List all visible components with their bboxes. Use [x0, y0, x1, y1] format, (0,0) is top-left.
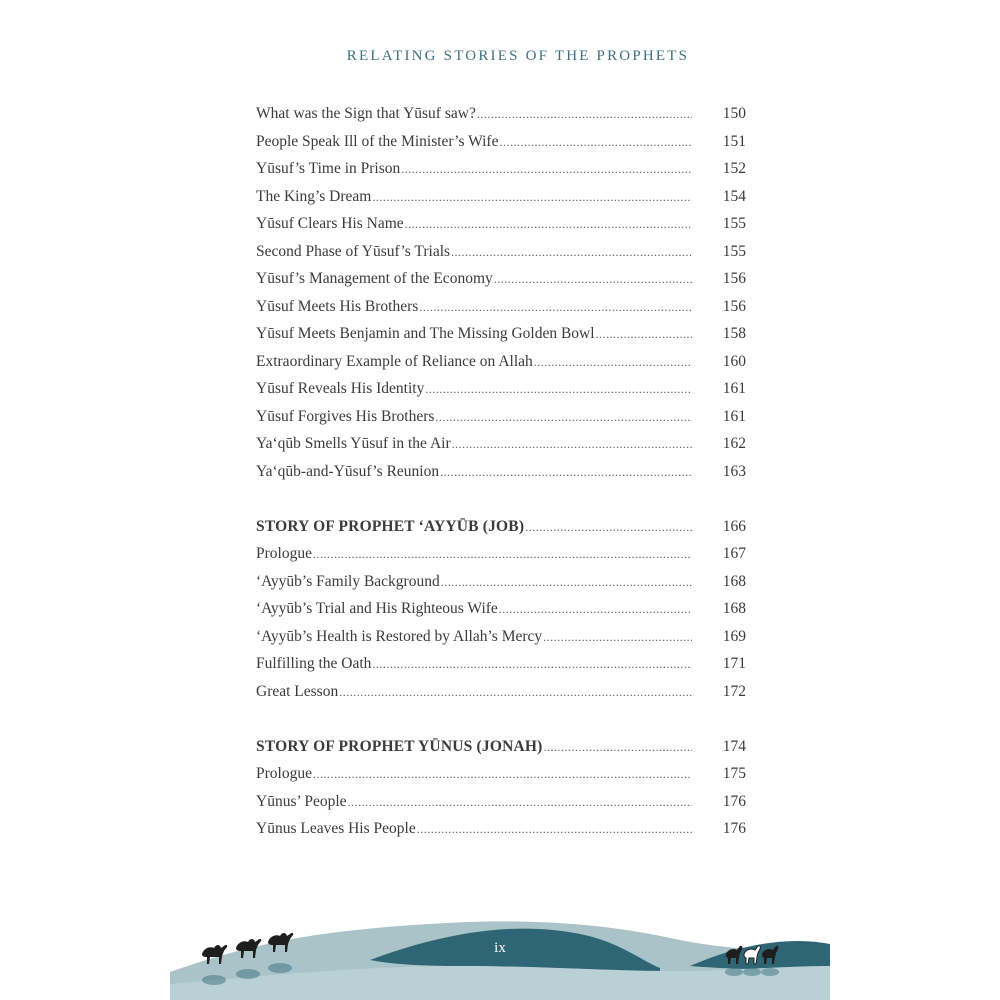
dot-leader	[477, 107, 692, 122]
toc-entry-title: Yūsuf’s Management of the Economy	[256, 270, 493, 287]
toc-entry-title: Yūsuf’s Time in Prison	[256, 160, 401, 177]
toc-entry-title: STORY OF PROPHET ‘AYYŪB (JOB)	[256, 517, 525, 535]
toc-entry-page: 156	[722, 270, 746, 287]
toc-entry-page: 169	[722, 627, 746, 645]
dot-leader	[313, 547, 692, 562]
dot-leader	[499, 135, 692, 150]
toc-entry-page: 166	[722, 517, 746, 535]
dot-leader	[543, 740, 692, 755]
toc-entry	[256, 628, 746, 656]
toc-entry-title: Yūsuf Meets Benjamin and The Missing Golden Bowl	[256, 325, 595, 342]
toc-entry-title: Yūsuf Reveals His Identity	[256, 380, 425, 397]
toc-entry	[256, 105, 746, 133]
toc-entry	[256, 380, 746, 408]
toc-entry-title: Yūnus’ People	[256, 792, 347, 810]
toc-group-ayyub	[256, 518, 746, 711]
toc-heading	[256, 738, 746, 766]
toc-entry-page: 174	[722, 737, 746, 755]
dot-leader	[494, 272, 692, 287]
toc-entry-title: Ya‘qūb Smells Yūsuf in the Air	[256, 435, 451, 452]
dot-leader	[543, 630, 692, 645]
toc-entry	[256, 435, 746, 463]
toc-entry-title: Yūsuf Forgives His Brothers	[256, 407, 435, 425]
toc-group-yunus	[256, 738, 746, 848]
toc-entry-page: 154	[722, 187, 746, 205]
toc-entry	[256, 353, 746, 381]
dot-leader	[534, 355, 692, 370]
toc-entry	[256, 215, 746, 243]
toc-entry-title: People Speak Ill of the Minister’s Wife	[256, 132, 499, 150]
toc-entry-page: 160	[722, 352, 746, 370]
toc-entry-title: Prologue	[256, 545, 312, 562]
toc-entry	[256, 133, 746, 161]
toc-entry-page: 156	[722, 297, 746, 315]
toc-entry	[256, 408, 746, 436]
toc-entry-page: 155	[722, 215, 746, 232]
dot-leader	[596, 327, 692, 342]
toc-entry-page: 163	[722, 462, 746, 480]
dot-leader	[339, 685, 692, 700]
toc-entry	[256, 573, 746, 601]
toc-entry	[256, 325, 746, 353]
toc-entry-page: 167	[722, 545, 746, 562]
toc-entry	[256, 655, 746, 683]
toc-entry-title: The King’s Dream	[256, 187, 372, 205]
toc-entry-page: 151	[722, 132, 746, 150]
toc-entry	[256, 683, 746, 711]
toc-entry	[256, 545, 746, 573]
dot-leader	[313, 767, 692, 782]
toc-entry-page: 176	[722, 820, 746, 837]
toc-entry-page: 171	[722, 655, 746, 672]
toc-entry-title: Yūsuf Clears His Name	[256, 215, 404, 232]
dot-leader	[441, 575, 692, 590]
dot-leader	[499, 602, 692, 617]
dot-leader	[405, 217, 692, 232]
dot-leader	[348, 795, 692, 810]
dot-leader	[452, 437, 692, 452]
toc-entry-page: 161	[722, 407, 746, 425]
toc-entry-page: 168	[722, 600, 746, 617]
toc-entry	[256, 243, 746, 271]
toc-entry-page: 158	[722, 325, 746, 342]
toc-entry-page: 161	[722, 380, 746, 397]
toc-heading	[256, 518, 746, 546]
dot-leader	[372, 657, 692, 672]
toc-entry-page: 152	[722, 160, 746, 177]
dot-leader	[440, 465, 692, 480]
dot-leader	[401, 162, 692, 177]
dot-leader	[451, 245, 692, 260]
dot-leader	[417, 822, 692, 837]
dot-leader	[372, 190, 692, 205]
toc-entry-title: What was the Sign that Yūsuf saw?	[256, 105, 476, 122]
toc-entry	[256, 600, 746, 628]
toc-entry-title: Ya‘qūb-and-Yūsuf’s Reunion	[256, 462, 440, 480]
toc-entry	[256, 298, 746, 326]
camel-reflection-right	[725, 968, 779, 976]
toc-entry-title: Prologue	[256, 765, 312, 782]
toc-entry-title: Great Lesson	[256, 682, 339, 700]
dot-leader	[435, 410, 692, 425]
toc-entry-title: Second Phase of Yūsuf’s Trials	[256, 242, 451, 260]
page-number: ix	[494, 940, 506, 956]
table-of-contents	[256, 105, 746, 848]
toc-entry	[256, 270, 746, 298]
dot-leader	[525, 520, 692, 535]
dot-leader	[425, 382, 692, 397]
toc-entry-title: ‘Ayyūb’s Trial and His Righteous Wife	[256, 600, 498, 617]
toc-entry-title: STORY OF PROPHET YŪNUS (JONAH)	[256, 737, 543, 755]
toc-entry-title: ‘Ayyūb’s Family Background	[256, 572, 440, 590]
toc-entry-page: 175	[722, 765, 746, 782]
toc-entry-title: Extraordinary Example of Reliance on Allah	[256, 352, 533, 370]
toc-entry-page: 168	[722, 572, 746, 590]
toc-entry-page: 172	[722, 682, 746, 700]
toc-entry	[256, 188, 746, 216]
toc-entry-page: 150	[722, 105, 746, 122]
toc-entry-title: Yūsuf Meets His Brothers	[256, 297, 419, 315]
toc-entry	[256, 463, 746, 491]
toc-entry-page: 176	[722, 792, 746, 810]
running-head: RELATING STORIES OF THE PROPHETS	[346, 48, 690, 64]
toc-entry-title: ‘Ayyūb’s Health is Restored by Allah’s Mercy	[256, 627, 543, 645]
toc-entry-title: Yūnus Leaves His People	[256, 820, 416, 837]
toc-gap	[256, 710, 746, 738]
toc-gap	[256, 490, 746, 518]
toc-entry	[256, 793, 746, 821]
toc-entry-page: 155	[722, 242, 746, 260]
toc-entry-page: 162	[722, 435, 746, 452]
toc-entry-title: Fulfilling the Oath	[256, 655, 372, 672]
toc-group-yusuf	[256, 105, 746, 490]
dot-leader	[419, 300, 692, 315]
toc-entry	[256, 820, 746, 848]
toc-entry	[256, 765, 746, 793]
toc-entry	[256, 160, 746, 188]
